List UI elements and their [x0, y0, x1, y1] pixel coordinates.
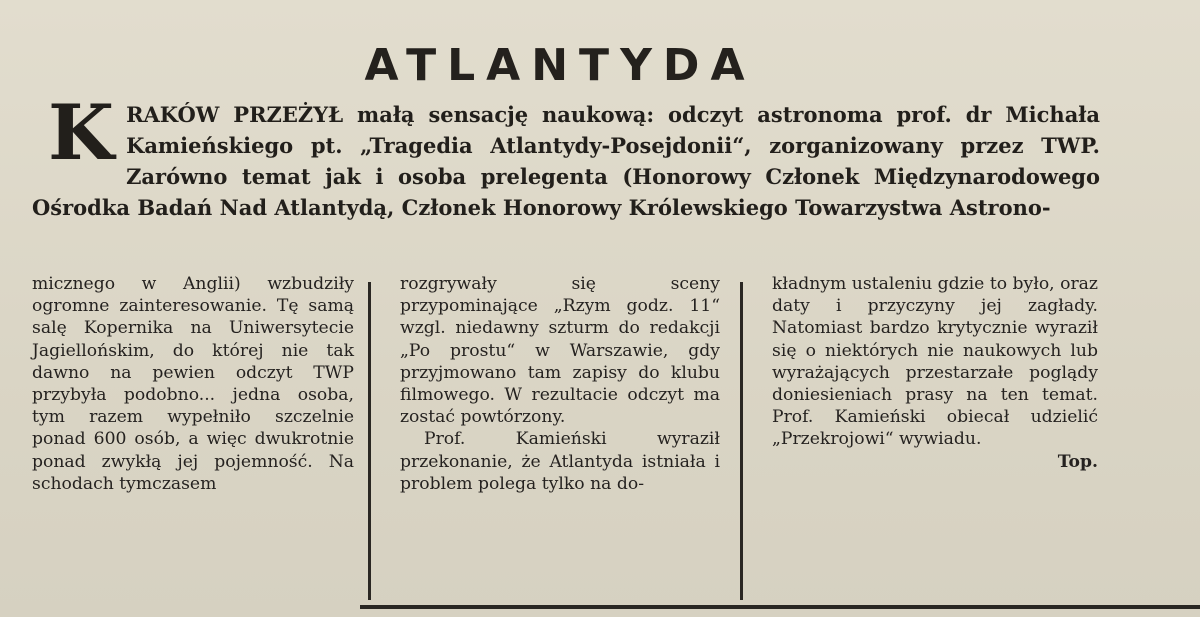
lead-text: RAKÓW PRZEŻYŁ małą sensację naukową: odczyt astronoma prof. dr Michała Kamieńskiego pt. „Tragedia Atlantydy-Posejdonii“, zorganizowany przez TWP. Zarówno temat jak i osoba prelegenta (Honorowy Członek Międzynarodowego Ośrodka Badań Nad Atlantydą, Członek Honorowy Królewskiego Towarzystwa Astrono- [32, 102, 1100, 220]
column-2-paragraph-2: Prof. Kamieński wyraził przekonanie, że Atlantyda istniała i problem polega tylko na do- [400, 429, 720, 494]
column-3 [772, 273, 1098, 603]
column-3-text: kładnym ustaleniu gdzie to było, oraz daty i przyczyny jej zagłady. Natomiast bardzo krytycznie wyraził się o niektórych nie naukowych lub wyrażających przestarzałe poglądy doniesieniach prasy na ten temat. Prof. Kamieński obiecał udzielić „Przekrojowi“ wywiadu. [772, 274, 1098, 450]
author-signature: Top. [1057, 451, 1098, 472]
column-divider-2 [740, 282, 743, 600]
column-2-paragraph-1: rozgrywały się sceny przypominające „Rzym godz. 11“ wzgl. niedawny szturm do redakcji „Po prostu“ w Warszawie, gdy przyjmowano tam zapisy do klubu filmowego. W rezultacie odczyt ma zostać powtórzony. [400, 274, 720, 428]
drop-cap: K [48, 88, 115, 177]
column-1-text: micznego w Anglii) wzbudziły ogromne zainteresowanie. Tę samą salę Kopernika na Uniwersytecie Jagiellońskim, do której nie tak dawno na pewien odczyt TWP przybyła podobno... jedna osoba, tym razem wypełniło szczelnie ponad 600 osób, a więc dwukrotnie ponad zwykłą jej pojemność. Na schodach tymczasem [32, 274, 354, 494]
column-2 [400, 273, 720, 603]
article-title: ATLANTYDA [364, 40, 756, 91]
bottom-rule [360, 605, 1200, 609]
column-divider-1 [368, 282, 371, 600]
lead-paragraph [32, 88, 1100, 223]
column-1 [32, 273, 354, 603]
